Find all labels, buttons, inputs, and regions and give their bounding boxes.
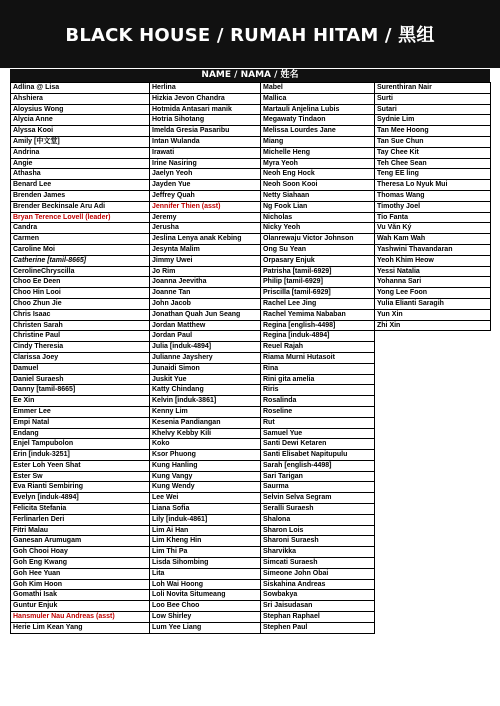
page-title: BLACK HOUSE / RUMAH HITAM / 黑组	[65, 25, 435, 46]
name-cell: Lim Ai Han	[150, 525, 261, 536]
name-cell: Kelvin [induk-3861]	[150, 396, 261, 407]
name-cell: Endang	[11, 428, 150, 439]
name-cell: Tan Sue Chun	[375, 136, 491, 147]
empty-cell	[375, 428, 491, 439]
name-cell: Lum Yee Liang	[150, 622, 261, 633]
name-cell: Hizkia Jevon Chandra	[150, 93, 261, 104]
name-cell: Rachel Lee Jing	[261, 298, 375, 309]
name-cell: Thomas Wang	[375, 190, 491, 201]
name-cell: Brender Beckinsale Aru Adi	[11, 201, 150, 212]
name-cell: Jeslina Lenya anak Kebing	[150, 234, 261, 245]
name-cell: Surenthiran Nair	[375, 83, 491, 94]
name-cell: Sri Jaisudasan	[261, 601, 375, 612]
table-row	[11, 309, 491, 320]
empty-cell	[375, 342, 491, 353]
table-row	[11, 190, 491, 201]
table-row	[11, 622, 491, 633]
table-row	[11, 493, 491, 504]
empty-cell	[375, 601, 491, 612]
table-row	[11, 471, 491, 482]
name-cell: Candra	[11, 223, 150, 234]
name-cell: Jerusha	[150, 223, 261, 234]
table-row	[11, 298, 491, 309]
table-row	[11, 223, 491, 234]
name-cell: Rosalinda	[261, 396, 375, 407]
name-cell: Sharvikka	[261, 547, 375, 558]
table-row	[11, 514, 491, 525]
name-cell: Sutari	[375, 104, 491, 115]
table-row	[11, 136, 491, 147]
empty-cell	[375, 547, 491, 558]
table-row	[11, 579, 491, 590]
name-cell: Orpasary Enjuk	[261, 255, 375, 266]
name-cell: Alycia Anne	[11, 115, 150, 126]
name-cell: Ester Sw	[11, 471, 150, 482]
name-cell: Jonathan Quah Jun Seang	[150, 309, 261, 320]
name-cell: Chris Isaac	[11, 309, 150, 320]
table-row	[11, 201, 491, 212]
empty-cell	[375, 622, 491, 633]
page-header	[0, 0, 500, 68]
name-cell: Simcati Suraesh	[261, 558, 375, 569]
name-cell: Jordan Matthew	[150, 320, 261, 331]
name-cell: Patrisha [tamil-6929]	[261, 266, 375, 277]
name-cell: Ng Fook Lian	[261, 201, 375, 212]
name-cell: Rini gita amelia	[261, 374, 375, 385]
empty-cell	[375, 450, 491, 461]
name-cell: Brenden James	[11, 190, 150, 201]
table-row	[11, 212, 491, 223]
table-row	[11, 180, 491, 191]
table-row	[11, 601, 491, 612]
name-cell: Riama Murni Hutasoit	[261, 352, 375, 363]
name-cell: Goh Eng Kwang	[11, 558, 150, 569]
empty-cell	[375, 568, 491, 579]
name-cell: Mallica	[261, 93, 375, 104]
name-cell: Danny [tamil-8665]	[11, 385, 150, 396]
name-cell: Miang	[261, 136, 375, 147]
empty-cell	[375, 363, 491, 374]
name-cell: Cindy Theresia	[11, 342, 150, 353]
table-row	[11, 406, 491, 417]
table-row	[11, 590, 491, 601]
name-cell: Nicky Yeoh	[261, 223, 375, 234]
name-cell: Tay Chee Kit	[375, 147, 491, 158]
empty-cell	[375, 504, 491, 515]
empty-cell	[375, 460, 491, 471]
name-cell: Lisda Sihombing	[150, 558, 261, 569]
name-cell: Andrina	[11, 147, 150, 158]
name-cell: Jayden Yue	[150, 180, 261, 191]
name-cell: Riris	[261, 385, 375, 396]
name-cell: Jo Rim	[150, 266, 261, 277]
name-cell: Christine Paul	[11, 331, 150, 342]
name-cell: Neoh Eng Hock	[261, 169, 375, 180]
name-cell: Fitri Malau	[11, 525, 150, 536]
name-cell: Martauli Anjelina Lubis	[261, 104, 375, 115]
name-cell: Ong Su Yean	[261, 244, 375, 255]
name-cell: Jeremy	[150, 212, 261, 223]
table-row	[11, 115, 491, 126]
name-cell: Santi Elisabet Napitupulu	[261, 450, 375, 461]
name-cell: Evelyn [induk-4894]	[11, 493, 150, 504]
table-row	[11, 536, 491, 547]
name-cell: Simeone John Obai	[261, 568, 375, 579]
empty-cell	[375, 352, 491, 363]
name-cell: Khelvy Kebby Kili	[150, 428, 261, 439]
table-row	[11, 342, 491, 353]
name-cell: Clarissa Joey	[11, 352, 150, 363]
name-cell: Zhi Xin	[375, 320, 491, 331]
empty-cell	[375, 612, 491, 623]
name-cell: Daniel Suraesh	[11, 374, 150, 385]
name-cell: Carmen	[11, 234, 150, 245]
name-cell: Ksor Phuong	[150, 450, 261, 461]
name-cell: Choo Ee Deen	[11, 277, 150, 288]
empty-cell	[375, 590, 491, 601]
name-cell: Choo Hin Looi	[11, 288, 150, 299]
table-row	[11, 568, 491, 579]
name-cell: John Jacob	[150, 298, 261, 309]
table-row	[11, 482, 491, 493]
name-cell: Stephen Paul	[261, 622, 375, 633]
empty-cell	[375, 406, 491, 417]
name-cell: Teng EE ling	[375, 169, 491, 180]
name-cell: Bryan Terence Lovell (leader)	[11, 212, 150, 223]
name-cell: Damuel	[11, 363, 150, 374]
name-cell: Yong Lee Foon	[375, 288, 491, 299]
name-cell: Regina [induk-4894]	[261, 331, 375, 342]
name-cell: Kesenia Pandiangan	[150, 417, 261, 428]
name-cell: Jordan Paul	[150, 331, 261, 342]
name-cell: Neoh Soon Kooi	[261, 180, 375, 191]
name-cell: Erin [induk-3251]	[11, 450, 150, 461]
name-cell: Hansmuler Nau Andreas (asst)	[11, 612, 150, 623]
empty-cell	[375, 579, 491, 590]
name-cell: Lee Wei	[150, 493, 261, 504]
name-cell: Sari Tarigan	[261, 471, 375, 482]
name-cell: Alyssa Kooi	[11, 126, 150, 137]
name-cell: Myra Yeoh	[261, 158, 375, 169]
name-cell: Yeoh Khim Heow	[375, 255, 491, 266]
name-cell: Enjel Tampubolon	[11, 439, 150, 450]
table-row	[11, 504, 491, 515]
name-cell: Priscilla [tamil-6929]	[261, 288, 375, 299]
table-row	[11, 558, 491, 569]
name-cell: Katty Chindang	[150, 385, 261, 396]
name-cell: Yessi Natalia	[375, 266, 491, 277]
empty-cell	[375, 514, 491, 525]
name-cell: Yohanna Sari	[375, 277, 491, 288]
name-cell: Felicita Stefania	[11, 504, 150, 515]
table-row	[11, 385, 491, 396]
name-cell: Ester Loh Yeen Shat	[11, 460, 150, 471]
empty-cell	[375, 331, 491, 342]
name-cell: Jennifer Thien (asst)	[150, 201, 261, 212]
table-row	[11, 126, 491, 137]
name-cell: Vu Văn Ký	[375, 223, 491, 234]
empty-cell	[375, 493, 491, 504]
name-cell: Junaidi Simon	[150, 363, 261, 374]
name-cell: Lim Thi Pa	[150, 547, 261, 558]
name-cell: Jimmy Uwei	[150, 255, 261, 266]
name-cell: Christen Sarah	[11, 320, 150, 331]
name-cell: Theresa Lo Nyuk Mui	[375, 180, 491, 191]
name-cell: Roseline	[261, 406, 375, 417]
table-row	[11, 525, 491, 536]
table-row	[11, 277, 491, 288]
name-cell: Michelle Heng	[261, 147, 375, 158]
name-cell: Sharon Lois	[261, 525, 375, 536]
empty-cell	[375, 374, 491, 385]
name-cell: Goh Kim Hoon	[11, 579, 150, 590]
name-cell: Melissa Lourdes Jane	[261, 126, 375, 137]
name-cell: Goh Hee Yuan	[11, 568, 150, 579]
name-cell: Lita	[150, 568, 261, 579]
name-cell: Rina	[261, 363, 375, 374]
name-cell: Yulia Elianti Saragih	[375, 298, 491, 309]
table-row	[11, 244, 491, 255]
table-row	[11, 460, 491, 471]
name-cell: Yun Xin	[375, 309, 491, 320]
name-cell: Juskit Yue	[150, 374, 261, 385]
name-cell: Shalona	[261, 514, 375, 525]
name-cell: Philip [tamil-6929]	[261, 277, 375, 288]
name-cell: Wah Kam Wah	[375, 234, 491, 245]
name-cell: Hotmida Antasari manik	[150, 104, 261, 115]
table-row	[11, 104, 491, 115]
empty-cell	[375, 525, 491, 536]
name-cell: Eva Rianti Sembiring	[11, 482, 150, 493]
table-row	[11, 266, 491, 277]
name-cell: Kung Vangy	[150, 471, 261, 482]
table-row	[11, 288, 491, 299]
name-cell: Kung Wendy	[150, 482, 261, 493]
name-cell: Reuel Rajah	[261, 342, 375, 353]
name-cell: Athasha	[11, 169, 150, 180]
name-cell: Julianne Jayshery	[150, 352, 261, 363]
name-cell: Netty Siahaan	[261, 190, 375, 201]
name-cell: Guntur Enjuk	[11, 601, 150, 612]
name-cell: Surti	[375, 93, 491, 104]
name-cell: Amily [中文堂]	[11, 136, 150, 147]
name-cell: Megawaty Tindaon	[261, 115, 375, 126]
name-cell: Julia [induk-4894]	[150, 342, 261, 353]
name-cell: Samuel Yue	[261, 428, 375, 439]
table-row	[11, 612, 491, 623]
name-cell: Loli Novita Situmeang	[150, 590, 261, 601]
name-cell: Seralli Suraesh	[261, 504, 375, 515]
name-cell: Benard Lee	[11, 180, 150, 191]
table-row	[11, 93, 491, 104]
name-cell: Sowbakya	[261, 590, 375, 601]
name-cell: Timothy Joel	[375, 201, 491, 212]
table-row	[11, 255, 491, 266]
table-row	[11, 147, 491, 158]
empty-cell	[375, 439, 491, 450]
name-cell: Angie	[11, 158, 150, 169]
name-cell: Irine Nasiring	[150, 158, 261, 169]
name-cell: Lily [induk-4861]	[150, 514, 261, 525]
name-cell: Liana Sofia	[150, 504, 261, 515]
name-cell: Herie Lim Kean Yang	[11, 622, 150, 633]
name-cell: Regina [english-4498]	[261, 320, 375, 331]
name-cell: Tan Mee Hoong	[375, 126, 491, 137]
name-cell: Intan Wulanda	[150, 136, 261, 147]
name-cell: Kung Hanling	[150, 460, 261, 471]
empty-cell	[375, 471, 491, 482]
name-cell: Jaelyn Yeoh	[150, 169, 261, 180]
empty-cell	[375, 385, 491, 396]
name-cell: Loh Wai Hoong	[150, 579, 261, 590]
name-cell: Saurma	[261, 482, 375, 493]
table-row	[11, 331, 491, 342]
name-cell: Ahshiera	[11, 93, 150, 104]
table-row	[11, 417, 491, 428]
name-cell: Rut	[261, 417, 375, 428]
table-row	[11, 320, 491, 331]
name-cell: Koko	[150, 439, 261, 450]
table-row	[11, 450, 491, 461]
table-row	[11, 374, 491, 385]
name-cell: Ee Xin	[11, 396, 150, 407]
name-cell: Ferlinarlen Deri	[11, 514, 150, 525]
name-cell: Goh Chooi Hoay	[11, 547, 150, 558]
table-row	[11, 547, 491, 558]
empty-cell	[375, 396, 491, 407]
name-cell: Sydnie Lim	[375, 115, 491, 126]
table-row	[11, 83, 491, 94]
name-cell: Sharoni Suraesh	[261, 536, 375, 547]
name-cell: Gomathi Isak	[11, 590, 150, 601]
table-row	[11, 352, 491, 363]
name-cell: Ganesan Arumugam	[11, 536, 150, 547]
name-cell: Stephan Raphael	[261, 612, 375, 623]
table-row	[11, 439, 491, 450]
name-cell: Hotria Sihotang	[150, 115, 261, 126]
name-cell: Joanne Tan	[150, 288, 261, 299]
table-row	[11, 158, 491, 169]
name-cell: Tio Fanta	[375, 212, 491, 223]
table-row	[11, 428, 491, 439]
name-cell: Mabel	[261, 83, 375, 94]
name-cell: Kenny Lim	[150, 406, 261, 417]
name-cell: Olanrewaju Victor Johnson	[261, 234, 375, 245]
name-cell: Irawati	[150, 147, 261, 158]
name-cell: Joanna Jeevitha	[150, 277, 261, 288]
empty-cell	[375, 536, 491, 547]
empty-cell	[375, 417, 491, 428]
table-heading: NAME / NAMA / 姓名	[10, 69, 490, 82]
names-table	[10, 82, 491, 634]
table-row	[11, 234, 491, 245]
table-row	[11, 169, 491, 180]
name-cell: Aloysius Wong	[11, 104, 150, 115]
name-cell: Lim Kheng Hin	[150, 536, 261, 547]
name-cell: Rachel Yemima Nababan	[261, 309, 375, 320]
name-cell: Siskahina Andreas	[261, 579, 375, 590]
empty-cell	[375, 482, 491, 493]
empty-cell	[375, 558, 491, 569]
name-cell: Emmer Lee	[11, 406, 150, 417]
name-cell: Yashwini Thavandaran	[375, 244, 491, 255]
name-cell: Adlina @ Lisa	[11, 83, 150, 94]
name-cell: Choo Zhun Jie	[11, 298, 150, 309]
name-cell: Sarah [english-4498]	[261, 460, 375, 471]
name-cell: Empi Natal	[11, 417, 150, 428]
name-cell: Nicholas	[261, 212, 375, 223]
table-row	[11, 396, 491, 407]
table-row	[11, 363, 491, 374]
name-cell: Catherine [tamil-8665]	[11, 255, 150, 266]
name-cell: Imelda Gresia Pasaribu	[150, 126, 261, 137]
name-cell: CerolineChryscilla	[11, 266, 150, 277]
name-cell: Jeffrey Quah	[150, 190, 261, 201]
name-cell: Teh Chee Sean	[375, 158, 491, 169]
name-cell: Caroline Moi	[11, 244, 150, 255]
name-cell: Jesynta Malim	[150, 244, 261, 255]
name-cell: Loo Bee Choo	[150, 601, 261, 612]
name-cell: Low Shirley	[150, 612, 261, 623]
name-cell: Selvin Selva Segram	[261, 493, 375, 504]
name-cell: Herlina	[150, 83, 261, 94]
name-cell: Santi Dewi Ketaren	[261, 439, 375, 450]
